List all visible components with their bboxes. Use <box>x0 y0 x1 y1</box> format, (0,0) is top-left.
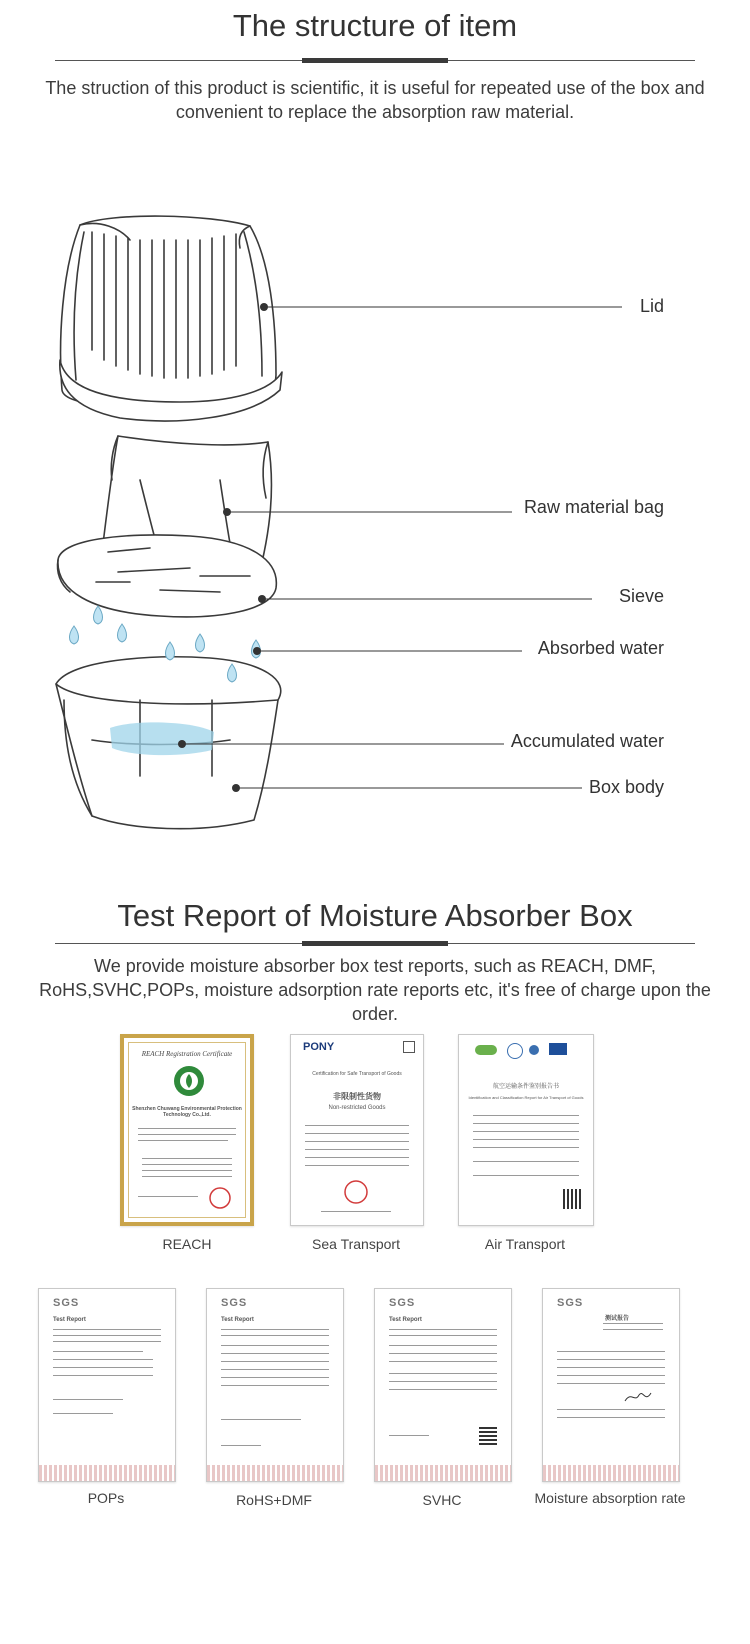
callout-raw-material-bag: Raw material bag <box>523 497 664 517</box>
caption-rohs-dmf: RoHS+DMF <box>236 1492 312 1508</box>
sgs-logo-icon: SGS <box>557 1297 584 1309</box>
sgs-logo-icon: SGS <box>53 1297 80 1309</box>
pops-report-heading: Test Report <box>53 1317 86 1323</box>
caption-sea-transport: Sea Transport <box>312 1236 400 1252</box>
accumulated-water-fill <box>110 722 214 755</box>
sieve-drawing <box>58 535 277 617</box>
lid-drawing <box>60 216 282 421</box>
product-exploded-illustration <box>0 180 750 860</box>
callout-lid: Lid <box>639 296 664 316</box>
rohs-dmf-report-image <box>206 1288 344 1482</box>
reach-certificate-image <box>120 1034 254 1226</box>
sgs-logo-icon: SGS <box>221 1297 248 1309</box>
callout-sieve: Sieve <box>618 586 664 606</box>
qr-code-icon <box>563 1189 583 1209</box>
air-sub: Identification and Classification Report for Air Transport of Goods <box>468 1095 584 1100</box>
air-heading: 航空运输条件鉴别报告书 <box>492 1084 559 1090</box>
reach-company: Shenzhen Chuwang Environmental Protection Technology Co.,Ltd. <box>132 1106 242 1118</box>
caption-svhc: SVHC <box>422 1492 462 1508</box>
callout-accumulated-water: Accumulated water <box>510 731 664 751</box>
caption-reach: REACH <box>162 1236 212 1252</box>
structure-description: The struction of this product is scientific, it is useful for repeated use of the box and convenient to replace the absorption raw material. <box>45 78 705 122</box>
qr-code-icon <box>479 1427 497 1445</box>
reach-seal-icon <box>172 1064 206 1098</box>
reach-heading: REACH Registration Certificate <box>141 1050 233 1058</box>
title-divider-accent <box>302 58 448 63</box>
test-report-divider-accent <box>302 941 448 946</box>
callout-box-body: Box body <box>588 777 664 797</box>
pony-logo: PONY <box>303 1041 335 1053</box>
rohs-report-heading: Test Report <box>221 1317 254 1323</box>
air-transport-certificate-image <box>458 1034 594 1226</box>
sea-heading: Certification for Safe Transport of Goods <box>312 1071 402 1077</box>
moisture-report-heading: 测试报告 <box>605 1316 630 1322</box>
callout-absorbed-water: Absorbed water <box>537 638 664 658</box>
sea-transport-certificate-image <box>290 1034 424 1226</box>
reach-stamp-icon <box>208 1186 232 1210</box>
caption-moisture-absorption-rate: Moisture absorption rate <box>534 1490 686 1506</box>
svhc-report-heading: Test Report <box>389 1317 422 1323</box>
moisture-absorption-report-image <box>542 1288 680 1482</box>
sea-stamp-icon <box>343 1179 369 1205</box>
signature-icon <box>623 1389 653 1405</box>
sgs-logo-icon: SGS <box>389 1297 416 1309</box>
svhc-report-image <box>374 1288 512 1482</box>
sea-sub: Non-restricted Goods <box>328 1105 386 1111</box>
caption-air-transport: Air Transport <box>484 1236 566 1252</box>
section-title-structure: The structure of item <box>232 8 518 43</box>
test-report-description: We provide moisture absorber box test reports, such as REACH, DMF, RoHS,SVHC,POPs, moisture adsorption rate reports etc, it's free of charge upon the order. <box>39 956 711 1024</box>
section-title-test-report: Test Report of Moisture Absorber Box <box>117 898 633 933</box>
pops-report-image <box>38 1288 176 1482</box>
caption-pops: POPs <box>87 1490 125 1506</box>
sea-main: 非限制性货物 <box>333 1092 381 1101</box>
